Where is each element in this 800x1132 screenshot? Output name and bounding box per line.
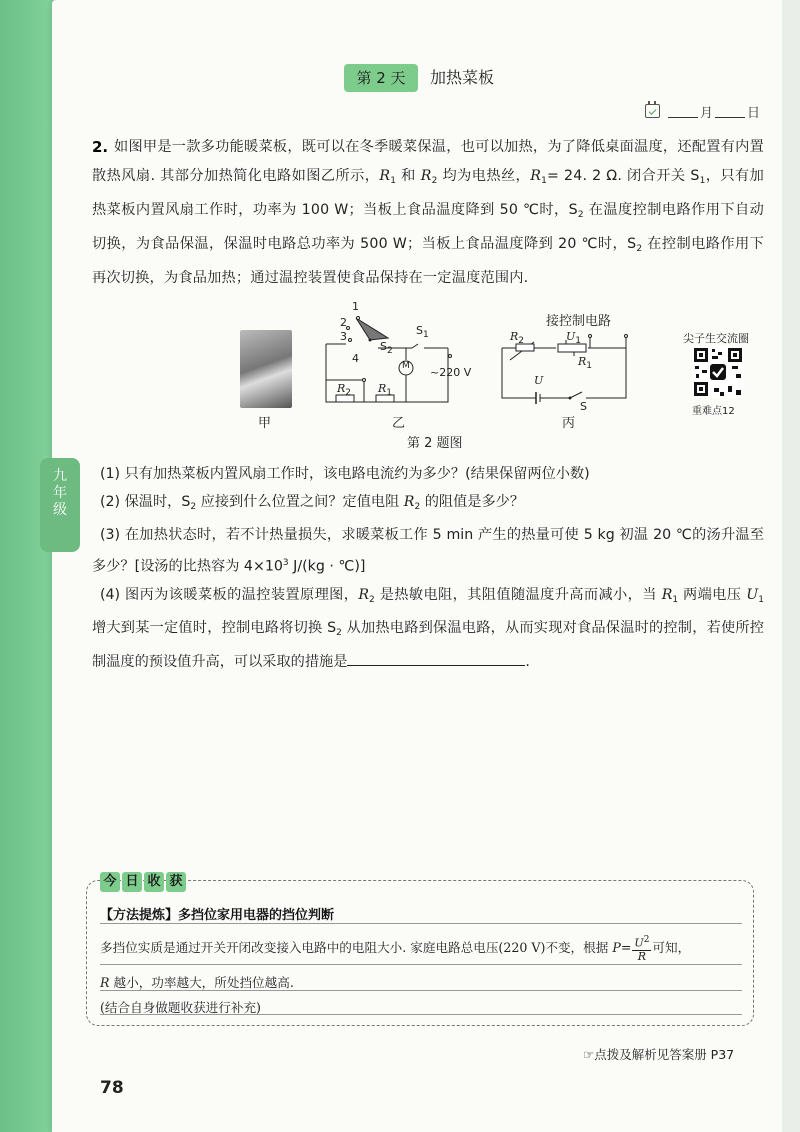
month-label: 月 — [700, 105, 714, 121]
terminal-1-label: 1 — [352, 300, 359, 313]
subquestion-4: (4) 图丙为该暖菜板的温控装置原理图，$R_2$ 是热敏电阻，其阻值随温度升高而减小，当 $R_1$ 两端电压 $U_1$ 增大到某一定值时，控制电路将切换 $S_2$ 从加热电路到保温电路，从而实现对食品保温时的控制，若使所控制温度的预设值升高，可以采取的措施是 . — [92, 586, 764, 670]
month-blank — [668, 105, 698, 118]
question-number: 2. — [92, 138, 109, 156]
harvest-title-char: 获 — [166, 872, 186, 892]
page-number: 78 — [100, 1078, 124, 1098]
r1-label-yi: $R_1$ — [378, 382, 393, 398]
day-badge: 第 2 天 — [344, 64, 418, 92]
terminal-3-label: 3 — [340, 330, 347, 343]
warming-plate-photo — [240, 330, 292, 408]
rule-line — [100, 1014, 742, 1015]
grade-tab-char: 九 — [53, 468, 67, 484]
figure-caption: 第 2 题图 — [407, 436, 463, 451]
figure-label-yi: 乙 — [392, 416, 406, 431]
subquestion-3: (3) 在加热状态时，若不计热量损失，求暖菜板工作 5 min 产生的热量可使 5 kg 初温 20 ℃的汤升温至多少？[设汤的比热容为 $4\times 10^3$ J/(kg · ℃)] — [92, 527, 764, 575]
r2-label-bing: $R_2$ — [510, 330, 525, 346]
page-title: 加热菜板 — [430, 68, 495, 87]
grade-tab-char: 级 — [53, 502, 67, 518]
switch-s2-label: $S_2$ — [380, 340, 393, 356]
subquestion-2: (2) 保温时，$S_2$ 应接到什么位置之间？定值电阻 $R_2$ 的阻值是多少？ — [100, 494, 525, 512]
harvest-title — [100, 872, 186, 892]
r2-label-yi: $R_2$ — [337, 382, 352, 398]
switch-s-label: S — [580, 400, 587, 413]
figure-label-jia: 甲 — [258, 416, 272, 431]
switch-s1-label: $S_1$ — [416, 324, 429, 340]
voltage-label: ~220 V — [430, 366, 472, 379]
u-label: U — [534, 374, 544, 387]
qr-code-icon[interactable] — [692, 346, 744, 398]
u1-label: $U_1$ — [566, 330, 582, 346]
answer-blank[interactable] — [347, 647, 525, 666]
rule-line — [100, 964, 742, 965]
terminal-4-label: 4 — [352, 352, 359, 365]
date-field — [645, 101, 760, 121]
qr-title: 尖子生交流圈 — [683, 332, 749, 345]
answer-reference: ☞点拨及解析见答案册 P37 — [583, 1047, 735, 1062]
control-circuit-label: 接控制电路 — [546, 314, 612, 329]
harvest-note: (结合自身做题收获进行补充) — [100, 1000, 261, 1015]
figure-label-bing: 丙 — [562, 416, 576, 431]
subquestion-list — [92, 460, 764, 676]
subquestion-1: (1) 只有加热菜板内置风扇工作时，该电路电流约为多少？(结果保留两位小数) — [100, 466, 590, 482]
rule-line — [100, 923, 742, 924]
r1-label-bing: $R_1$ — [578, 355, 593, 371]
method-heading: 【方法提炼】多挡位家用电器的挡位判断 — [100, 908, 335, 923]
question-body — [92, 133, 764, 293]
harvest-title-char: 今 — [100, 872, 120, 892]
page-edge — [782, 0, 800, 1132]
calendar-icon — [645, 104, 660, 118]
terminal-2-label: 2 — [340, 316, 347, 329]
motor-label: M — [402, 361, 410, 371]
harvest-title-char: 日 — [122, 872, 142, 892]
grade-tab-char: 年 — [53, 485, 67, 501]
day-label: 日 — [747, 105, 761, 121]
harvest-line-2: R 越小，功率越大，所处挡位越高. — [100, 975, 294, 990]
grade-side-tab — [40, 458, 80, 552]
qr-subtitle: 重难点12 — [692, 406, 735, 417]
rule-line — [100, 990, 742, 991]
harvest-title-char: 收 — [144, 872, 164, 892]
harvest-line-1: 多挡位实质是通过开关开闭改变接入电路中的电阻大小. 家庭电路总电压(220 V)不变，根据 P= $\frac{U^2}{R}$ 可知， — [100, 935, 691, 963]
question-text: 如图甲是一款多功能暖菜板，既可以在冬季暖菜保温，也可以加热，为了降低桌面温度，还配置有内置散热风扇. 其部分加热简化电路如图乙所示，$R_1$ 和 $R_2$ 均为电热丝，$R_1= 24$. 2 Ω. 闭合开关 $S_1$，只有加热菜板内置风扇工作时，功率为 100 W；当板上食品温度降到 50 ℃时，$S_2$ 在温度控制电路作用下自动切换，为食品保温，保温时电路总功率为 500 W；当板上食品温度降到 20 ℃时，$S_2$ 在控制电路作用下再次切换，为食品加热；通过温控装置使食品保持在一定温度范围内. — [92, 139, 765, 286]
day-blank — [715, 105, 745, 118]
